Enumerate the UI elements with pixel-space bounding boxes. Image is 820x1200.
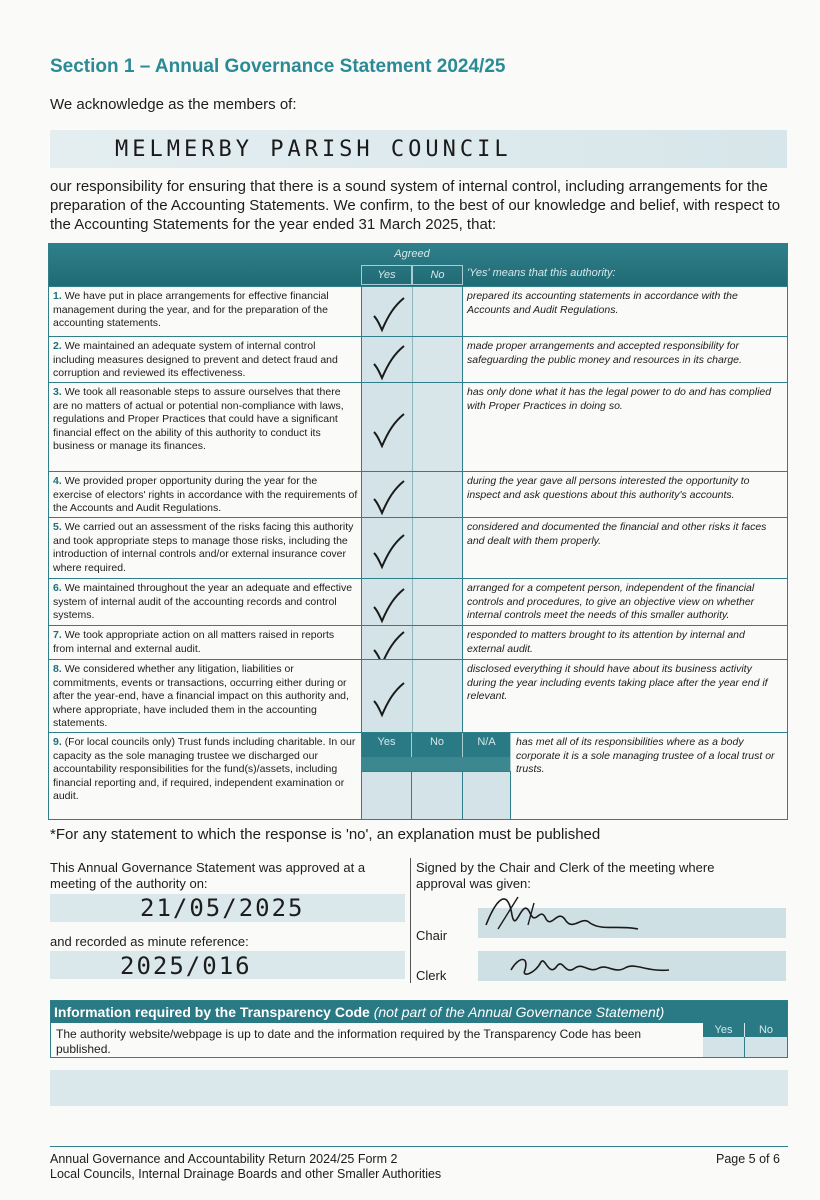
page-number: Page 5 of 6: [716, 1152, 780, 1166]
check-mark-icon: [368, 585, 408, 625]
no-cell[interactable]: [412, 287, 463, 336]
row-statement-text: We took all reasonable steps to assure ourselves that there are no matters of actual or potential non-compliance with laws, regulations and Proper Practices that could have a significant financial effect on the ability of this authority to conduct its business or manage its finances.: [53, 386, 344, 452]
table-row: [49, 471, 787, 517]
row-9-number: 9.: [53, 736, 62, 748]
row-statement-text: We maintained an adequate system of internal control including measures designed to prevent and detect fraud and corruption and reviewed its effectiveness.: [53, 340, 338, 379]
signed-text: Signed by the Chair and Clerk of the meeting where approval was given:: [416, 860, 715, 891]
row-statement: [53, 629, 358, 656]
website-address-field[interactable]: [50, 1070, 788, 1106]
page-title: Section 1 – Annual Governance Statement 2024/25: [50, 56, 506, 77]
row-9-yes-header: Yes: [361, 733, 412, 757]
yes-cell[interactable]: [361, 383, 412, 471]
yes-header: Yes: [361, 265, 412, 285]
row-means: arranged for a competent person, independent of the financial controls and procedures, to give an objective view on whether internal controls meet the needs of this smaller authority.: [467, 582, 755, 621]
row-9-no-header: No: [412, 733, 463, 757]
clerk-signature-icon: [505, 948, 675, 984]
row-means: responded to matters brought to its attention by internal and external audit.: [467, 629, 745, 655]
row-statement-text: We took appropriate action on all matters raised in reports from internal and external audit.: [53, 629, 335, 655]
clerk-label: Clerk: [416, 968, 447, 983]
transparency-heading-note: (not part of the Annual Governance Statement): [373, 1004, 665, 1020]
no-cell[interactable]: [412, 383, 463, 471]
row-number: 1.: [53, 290, 62, 302]
row-9-na-cell[interactable]: [463, 771, 511, 819]
row-statement-text: We considered whether any litigation, liabilities or commitments, events or transactions, occurring either during or after the year-end, have a financial impact on this authority and, where appropriate, have included them in the accounting statements.: [53, 663, 349, 729]
row-9-yes-cell[interactable]: [361, 771, 412, 819]
yes-cell[interactable]: [361, 579, 412, 625]
yes-cell[interactable]: [361, 337, 412, 382]
minute-reference: 2025/016: [120, 952, 252, 980]
row-means: considered and documented the financial and other risks it faces and dealt with them properly.: [467, 521, 767, 547]
no-cell[interactable]: [412, 626, 463, 659]
row-number: 2.: [53, 340, 62, 352]
table-row: [49, 659, 787, 732]
row-9-header-band: [361, 757, 511, 771]
row-9-statement: [53, 736, 358, 804]
row-statement: [53, 582, 358, 623]
intro-text: our responsibility for ensuring that there is a sound system of internal control, including arrangements for the preparation of the Accounting Statements. We confirm, to the best of our knowledge and belief, with respect to the Accounting Statements for the year ended 31 March 2025, that:: [50, 178, 781, 233]
footer-line-2: Local Councils, Internal Drainage Boards and other Smaller Authorities: [50, 1167, 442, 1181]
transparency-box: [50, 1000, 788, 1058]
table-row-9: [49, 732, 787, 821]
row-means: during the year gave all persons interested the opportunity to inspect and ask questions about this authority's accounts.: [467, 475, 750, 501]
row-number: 8.: [53, 663, 62, 675]
row-statement: [53, 340, 358, 381]
approval-divider: [410, 858, 411, 983]
footnote: *For any statement to which the response is 'no', an explanation must be published: [50, 826, 601, 843]
row-statement-text: We have put in place arrangements for effective financial management during the year, and for the preparation of the accounting statements.: [53, 290, 329, 329]
row-9-no-cell[interactable]: [412, 771, 463, 819]
transparency-no-header: No: [745, 1023, 787, 1037]
check-mark-icon: [368, 410, 408, 450]
row-statement: [53, 475, 358, 516]
no-cell[interactable]: [412, 472, 463, 517]
check-mark-icon: [368, 294, 408, 334]
row-statement: [53, 386, 358, 454]
transparency-heading: [51, 1001, 787, 1023]
row-number: 5.: [53, 521, 62, 533]
footer-form-info: [50, 1152, 441, 1182]
yes-cell[interactable]: [361, 626, 412, 659]
table-row: [49, 286, 787, 336]
no-cell[interactable]: [412, 660, 463, 732]
row-statement: [53, 290, 358, 331]
no-cell[interactable]: [412, 579, 463, 625]
row-statement: [53, 521, 358, 575]
row-means: made proper arrangements and accepted responsibility for safeguarding the public money and resources in its charge.: [467, 340, 742, 366]
no-cell[interactable]: [412, 518, 463, 578]
transparency-heading-text: Information required by the Transparency Code: [54, 1004, 370, 1020]
minute-label: and recorded as minute reference:: [50, 934, 249, 949]
transparency-text: The authority website/webpage is up to date and the information required by the Transparency Code has been published.: [56, 1027, 642, 1056]
council-name: MELMERBY PARISH COUNCIL: [115, 137, 512, 162]
table-row: [49, 517, 787, 578]
check-mark-icon: [368, 679, 408, 719]
yes-cell[interactable]: [361, 660, 412, 732]
governance-table: [48, 243, 788, 820]
check-mark-icon: [368, 531, 408, 571]
row-means: has only done what it has the legal power to do and has complied with Proper Practices in doing so.: [467, 386, 772, 412]
row-9-statement-text: (For local councils only) Trust funds including charitable. In our capacity as the sole managing trustee we discharged our accountability responsibilities for the fund(s)/assets, including financial reporting and, if required, independent examination or audit.: [53, 736, 356, 802]
transparency-yes-cell[interactable]: [703, 1037, 745, 1057]
table-row: [49, 625, 787, 659]
table-header: [49, 244, 787, 286]
row-number: 4.: [53, 475, 62, 487]
row-statement-text: We maintained throughout the year an adequate and effective system of internal audit of the accounting records and control systems.: [53, 582, 353, 621]
yes-cell[interactable]: [361, 287, 412, 336]
footer-divider: [50, 1146, 788, 1147]
table-row: [49, 336, 787, 382]
transparency-no-cell[interactable]: [745, 1037, 787, 1057]
check-mark-icon: [368, 477, 408, 517]
row-statement: [53, 663, 358, 731]
acknowledge-text: We acknowledge as the members of:: [50, 96, 297, 113]
footer-line-1: Annual Governance and Accountability Return 2024/25 Form 2: [50, 1152, 398, 1166]
row-statement-text: We carried out an assessment of the risks facing this authority and took appropriate steps to manage those risks, including the introduction of internal controls and/or external insurance cover where required.: [53, 521, 354, 574]
row-9-means: has met all of its responsibilities where as a body corporate it is a sole managing trustee of a local trust or trusts.: [516, 736, 775, 775]
row-means: disclosed everything it should have about its business activity during the year including events taking place after the year end if relevant.: [467, 663, 768, 702]
no-cell[interactable]: [412, 337, 463, 382]
row-statement-text: We provided proper opportunity during the year for the exercise of electors' rights in accordance with the requirements of the Accounts and Audit Regulations.: [53, 475, 358, 514]
table-row: [49, 382, 787, 471]
no-header: No: [412, 265, 463, 285]
chair-signature-icon: [478, 885, 648, 945]
check-mark-icon: [368, 342, 408, 382]
row-9-na-header: N/A: [463, 733, 511, 757]
means-header: 'Yes' means that this authority:: [467, 267, 616, 279]
yes-cell[interactable]: [361, 472, 412, 517]
row-number: 3.: [53, 386, 62, 398]
transparency-yes-header: Yes: [703, 1023, 745, 1037]
approved-text: This Annual Governance Statement was approved at a meeting of the authority on:: [50, 860, 366, 891]
approval-date: 21/05/2025: [140, 894, 305, 922]
table-row: [49, 578, 787, 625]
row-number: 7.: [53, 629, 62, 641]
row-means: prepared its accounting statements in accordance with the Accounts and Audit Regulations.: [467, 290, 738, 316]
chair-label: Chair: [416, 928, 448, 943]
yes-cell[interactable]: [361, 518, 412, 578]
row-number: 6.: [53, 582, 62, 594]
agreed-header: Agreed: [394, 248, 430, 260]
